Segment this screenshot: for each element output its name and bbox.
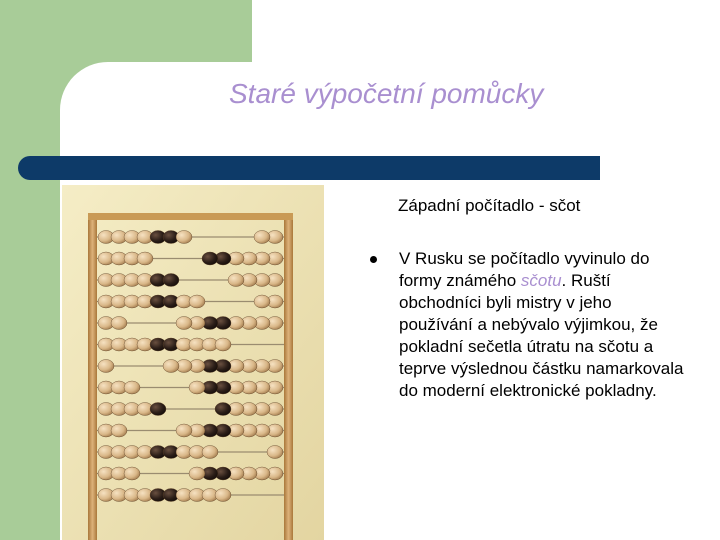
abacus-bead: [228, 274, 244, 287]
body-text-before: V Rusku se počítadlo vyvinulo do formy známého: [399, 249, 650, 290]
abacus-bead: [98, 360, 114, 373]
abacus-bead: [176, 231, 192, 244]
abacus-bead: [202, 446, 218, 459]
abacus-bead: [267, 446, 283, 459]
bullet-dot: [370, 256, 377, 263]
abacus-bead: [163, 274, 179, 287]
abacus-bead: [111, 424, 127, 437]
abacus-bead: [189, 381, 205, 394]
abacus-frame-top: [88, 213, 293, 220]
abacus-frame-right: [284, 217, 293, 540]
abacus-bead: [124, 467, 140, 480]
body-paragraph: [399, 248, 689, 402]
abacus-bead: [176, 424, 192, 437]
abacus-illustration: [62, 185, 324, 540]
slide-title: Staré výpočetní pomůcky: [229, 78, 544, 109]
abacus-bead: [254, 231, 270, 244]
abacus-bead: [189, 295, 205, 308]
body-text-highlight: sčotu: [520, 271, 562, 290]
abacus-bead: [215, 489, 231, 502]
abacus-bead: [163, 360, 179, 373]
abacus-photo: [62, 185, 324, 540]
abacus-bead: [215, 403, 231, 416]
abacus-bead: [189, 467, 205, 480]
abacus-bead: [202, 252, 218, 265]
slide-subtitle: Západní počítadlo - sčot: [398, 196, 581, 215]
abacus-frame-left: [88, 217, 97, 540]
body-text-after: . Ruští obchodníci byli mistry v jeho používání a nebývalo výjimkou, že pokladní sečetla útratu na sčotu a teprve výslednou částku namarkovala do moderní elektronické pokladny.: [399, 271, 684, 400]
abacus-bead: [254, 295, 270, 308]
abacus-bead: [111, 317, 127, 330]
abacus-bead: [176, 317, 192, 330]
abacus-bead: [150, 403, 166, 416]
title-rule-bar: [18, 156, 600, 180]
abacus-bead: [124, 381, 140, 394]
abacus-bead: [137, 252, 153, 265]
abacus-bead: [215, 338, 231, 351]
